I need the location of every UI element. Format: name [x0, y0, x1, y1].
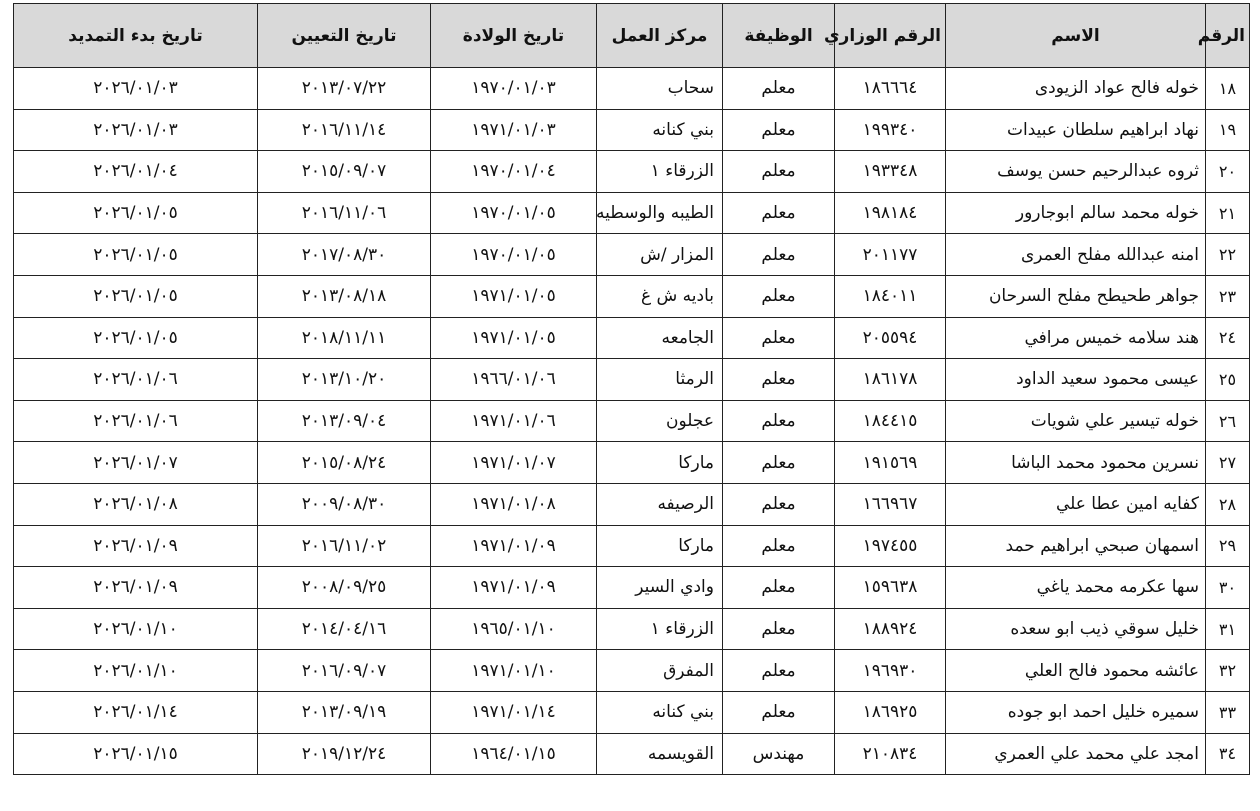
row-number-cell: ٣٠ — [1206, 567, 1250, 609]
job-cell: معلم — [723, 192, 835, 234]
birth-date-cell: ١٩٧١/٠١/٠٩ — [431, 567, 597, 609]
ministry-number-cell: ١٥٩٦٣٨ — [835, 567, 946, 609]
job-cell: معلم — [723, 359, 835, 401]
employees-table — [13, 3, 1250, 775]
appointment-date-cell: ٢٠١٣/٠٨/١٨ — [258, 275, 431, 317]
name-cell: خوله تيسير علي شويات — [946, 400, 1206, 442]
table-row — [14, 650, 1250, 692]
ministry-number-cell: ١٨٤٠١١ — [835, 275, 946, 317]
name-cell: اسمهان صبحي ابراهيم حمد — [946, 525, 1206, 567]
ministry-number-cell: ١٨٦٩٢٥ — [835, 691, 946, 733]
table-row — [14, 109, 1250, 151]
work-center-cell: المفرق — [597, 650, 723, 692]
appointment-date-cell: ٢٠١٦/٠٩/٠٧ — [258, 650, 431, 692]
extension-start-cell: ٢٠٢٦/٠١/٠٣ — [14, 68, 258, 110]
job-cell: معلم — [723, 234, 835, 276]
header-job: الوظيفة — [723, 4, 835, 68]
appointment-date-cell: ٢٠١٣/٠٩/٠٤ — [258, 400, 431, 442]
table-row — [14, 608, 1250, 650]
header-row — [14, 4, 1250, 68]
work-center-cell: الرصيفه — [597, 483, 723, 525]
table-body — [14, 68, 1250, 775]
birth-date-cell: ١٩٧١/٠١/٠٥ — [431, 275, 597, 317]
job-cell: معلم — [723, 400, 835, 442]
table-row — [14, 525, 1250, 567]
birth-date-cell: ١٩٧١/٠١/٠٥ — [431, 317, 597, 359]
name-cell: عيسى محمود سعيد الداود — [946, 359, 1206, 401]
work-center-cell: المزار /ش — [597, 234, 723, 276]
job-cell: معلم — [723, 151, 835, 193]
name-cell: امنه عبدالله مفلح العمرى — [946, 234, 1206, 276]
work-center-cell: القويسمه — [597, 733, 723, 775]
header-work-center: مركز العمل — [597, 4, 723, 68]
table-row — [14, 691, 1250, 733]
appointment-date-cell: ٢٠٠٨/٠٩/٢٥ — [258, 567, 431, 609]
name-cell: خوله محمد سالم ابوجارور — [946, 192, 1206, 234]
document-table-wrapper — [13, 3, 1249, 775]
table-row — [14, 151, 1250, 193]
table-row — [14, 192, 1250, 234]
birth-date-cell: ١٩٧٠/٠١/٠٣ — [431, 68, 597, 110]
job-cell: معلم — [723, 608, 835, 650]
name-cell: خوله فالح عواد الزيودى — [946, 68, 1206, 110]
row-number-cell: ٢١ — [1206, 192, 1250, 234]
job-cell: معلم — [723, 442, 835, 484]
extension-start-cell: ٢٠٢٦/٠١/٠٧ — [14, 442, 258, 484]
appointment-date-cell: ٢٠١٣/٠٩/١٩ — [258, 691, 431, 733]
work-center-cell: الطيبه والوسطيه — [597, 192, 723, 234]
birth-date-cell: ١٩٦٥/٠١/١٠ — [431, 608, 597, 650]
ministry-number-cell: ١٨٤٤١٥ — [835, 400, 946, 442]
job-cell: معلم — [723, 68, 835, 110]
name-cell: امجد علي محمد علي العمري — [946, 733, 1206, 775]
table-row — [14, 400, 1250, 442]
name-cell: ثروه عبدالرحيم حسن يوسف — [946, 151, 1206, 193]
birth-date-cell: ١٩٧١/٠١/٠٣ — [431, 109, 597, 151]
extension-start-cell: ٢٠٢٦/٠١/١٠ — [14, 608, 258, 650]
work-center-cell: عجلون — [597, 400, 723, 442]
extension-start-cell: ٢٠٢٦/٠١/١٥ — [14, 733, 258, 775]
row-number-cell: ٢٤ — [1206, 317, 1250, 359]
extension-start-cell: ٢٠٢٦/٠١/٠٦ — [14, 359, 258, 401]
header-name: الاسم — [946, 4, 1206, 68]
extension-start-cell: ٢٠٢٦/٠١/٠٩ — [14, 567, 258, 609]
table-row — [14, 483, 1250, 525]
row-number-cell: ٢٨ — [1206, 483, 1250, 525]
header-ministry-no: الرقم الوزاري — [835, 4, 946, 68]
table-row — [14, 359, 1250, 401]
extension-start-cell: ٢٠٢٦/٠١/٠٨ — [14, 483, 258, 525]
table-row — [14, 68, 1250, 110]
work-center-cell: ماركا — [597, 525, 723, 567]
job-cell: معلم — [723, 483, 835, 525]
work-center-cell: باديه ش غ — [597, 275, 723, 317]
table-row — [14, 234, 1250, 276]
table-row — [14, 275, 1250, 317]
birth-date-cell: ١٩٧٠/٠١/٠٥ — [431, 234, 597, 276]
row-number-cell: ٣٤ — [1206, 733, 1250, 775]
name-cell: نسرين محمود محمد الباشا — [946, 442, 1206, 484]
job-cell: معلم — [723, 567, 835, 609]
header-appointment-date: تاريخ التعيين — [258, 4, 431, 68]
ministry-number-cell: ١٩٦٩٣٠ — [835, 650, 946, 692]
birth-date-cell: ١٩٧١/٠١/٠٩ — [431, 525, 597, 567]
birth-date-cell: ١٩٧٠/٠١/٠٤ — [431, 151, 597, 193]
ministry-number-cell: ٢٠٥٥٩٤ — [835, 317, 946, 359]
row-number-cell: ٢٩ — [1206, 525, 1250, 567]
row-number-cell: ٢٧ — [1206, 442, 1250, 484]
name-cell: جواهر طحيطح مفلح السرحان — [946, 275, 1206, 317]
birth-date-cell: ١٩٧١/٠١/٠٦ — [431, 400, 597, 442]
work-center-cell: بني كنانه — [597, 109, 723, 151]
name-cell: نهاد ابراهيم سلطان عبيدات — [946, 109, 1206, 151]
name-cell: كفايه امين عطا علي — [946, 483, 1206, 525]
job-cell: معلم — [723, 109, 835, 151]
extension-start-cell: ٢٠٢٦/٠١/٠٤ — [14, 151, 258, 193]
work-center-cell: الجامعه — [597, 317, 723, 359]
extension-start-cell: ٢٠٢٦/٠١/٠٩ — [14, 525, 258, 567]
extension-start-cell: ٢٠٢٦/٠١/٠٥ — [14, 192, 258, 234]
appointment-date-cell: ٢٠١٥/٠٩/٠٧ — [258, 151, 431, 193]
name-cell: سميره خليل احمد ابو جوده — [946, 691, 1206, 733]
extension-start-cell: ٢٠٢٦/٠١/٠٥ — [14, 275, 258, 317]
job-cell: معلم — [723, 525, 835, 567]
work-center-cell: وادي السير — [597, 567, 723, 609]
work-center-cell: الزرقاء ١ — [597, 151, 723, 193]
work-center-cell: الزرقاء ١ — [597, 608, 723, 650]
birth-date-cell: ١٩٧٠/٠١/٠٥ — [431, 192, 597, 234]
header-birth-date: تاريخ الولادة — [431, 4, 597, 68]
job-cell: مهندس — [723, 733, 835, 775]
row-number-cell: ٢٠ — [1206, 151, 1250, 193]
ministry-number-cell: ١٨٦٦٦٤ — [835, 68, 946, 110]
appointment-date-cell: ٢٠١٨/١١/١١ — [258, 317, 431, 359]
row-number-cell: ٢٣ — [1206, 275, 1250, 317]
header-extension-start: تاريخ بدء التمديد — [14, 4, 258, 68]
header-row-no: الرقم — [1206, 4, 1250, 68]
birth-date-cell: ١٩٧١/٠١/١٤ — [431, 691, 597, 733]
appointment-date-cell: ٢٠١٦/١١/٠٦ — [258, 192, 431, 234]
ministry-number-cell: ١٩٨١٨٤ — [835, 192, 946, 234]
row-number-cell: ٢٢ — [1206, 234, 1250, 276]
ministry-number-cell: ١٩٣٣٤٨ — [835, 151, 946, 193]
extension-start-cell: ٢٠٢٦/٠١/٠٥ — [14, 234, 258, 276]
work-center-cell: الرمثا — [597, 359, 723, 401]
birth-date-cell: ١٩٧١/٠١/١٠ — [431, 650, 597, 692]
row-number-cell: ٣٢ — [1206, 650, 1250, 692]
appointment-date-cell: ٢٠١٧/٠٨/٣٠ — [258, 234, 431, 276]
ministry-number-cell: ١٨٨٩٢٤ — [835, 608, 946, 650]
appointment-date-cell: ٢٠١٦/١١/٠٢ — [258, 525, 431, 567]
row-number-cell: ٢٦ — [1206, 400, 1250, 442]
job-cell: معلم — [723, 275, 835, 317]
name-cell: خليل سوقي ذيب ابو سعده — [946, 608, 1206, 650]
ministry-number-cell: ٢١٠٨٣٤ — [835, 733, 946, 775]
work-center-cell: ماركا — [597, 442, 723, 484]
ministry-number-cell: ١٩٧٤٥٥ — [835, 525, 946, 567]
ministry-number-cell: ١٩١٥٦٩ — [835, 442, 946, 484]
appointment-date-cell: ٢٠١٩/١٢/٢٤ — [258, 733, 431, 775]
appointment-date-cell: ٢٠٠٩/٠٨/٣٠ — [258, 483, 431, 525]
ministry-number-cell: ٢٠١١٧٧ — [835, 234, 946, 276]
table-row — [14, 317, 1250, 359]
name-cell: عائشه محمود فالح العلي — [946, 650, 1206, 692]
ministry-number-cell: ١٩٩٣٤٠ — [835, 109, 946, 151]
job-cell: معلم — [723, 650, 835, 692]
birth-date-cell: ١٩٦٦/٠١/٠٦ — [431, 359, 597, 401]
name-cell: سها عكرمه محمد ياغي — [946, 567, 1206, 609]
extension-start-cell: ٢٠٢٦/٠١/١٠ — [14, 650, 258, 692]
birth-date-cell: ١٩٧١/٠١/٠٨ — [431, 483, 597, 525]
extension-start-cell: ٢٠٢٦/٠١/٠٥ — [14, 317, 258, 359]
row-number-cell: ١٨ — [1206, 68, 1250, 110]
row-number-cell: ٣٣ — [1206, 691, 1250, 733]
extension-start-cell: ٢٠٢٦/٠١/١٤ — [14, 691, 258, 733]
row-number-cell: ١٩ — [1206, 109, 1250, 151]
row-number-cell: ٣١ — [1206, 608, 1250, 650]
work-center-cell: بني كنانه — [597, 691, 723, 733]
birth-date-cell: ١٩٧١/٠١/٠٧ — [431, 442, 597, 484]
extension-start-cell: ٢٠٢٦/٠١/٠٦ — [14, 400, 258, 442]
appointment-date-cell: ٢٠١٦/١١/١٤ — [258, 109, 431, 151]
job-cell: معلم — [723, 691, 835, 733]
name-cell: هند سلامه خميس مرافي — [946, 317, 1206, 359]
appointment-date-cell: ٢٠١٤/٠٤/١٦ — [258, 608, 431, 650]
table-row — [14, 442, 1250, 484]
appointment-date-cell: ٢٠١٣/٠٧/٢٢ — [258, 68, 431, 110]
table-row — [14, 567, 1250, 609]
extension-start-cell: ٢٠٢٦/٠١/٠٣ — [14, 109, 258, 151]
job-cell: معلم — [723, 317, 835, 359]
row-number-cell: ٢٥ — [1206, 359, 1250, 401]
birth-date-cell: ١٩٦٤/٠١/١٥ — [431, 733, 597, 775]
appointment-date-cell: ٢٠١٥/٠٨/٢٤ — [258, 442, 431, 484]
table-header — [14, 4, 1250, 68]
ministry-number-cell: ١٨٦١٧٨ — [835, 359, 946, 401]
work-center-cell: سحاب — [597, 68, 723, 110]
table-row — [14, 733, 1250, 775]
ministry-number-cell: ١٦٦٩٦٧ — [835, 483, 946, 525]
appointment-date-cell: ٢٠١٣/١٠/٢٠ — [258, 359, 431, 401]
